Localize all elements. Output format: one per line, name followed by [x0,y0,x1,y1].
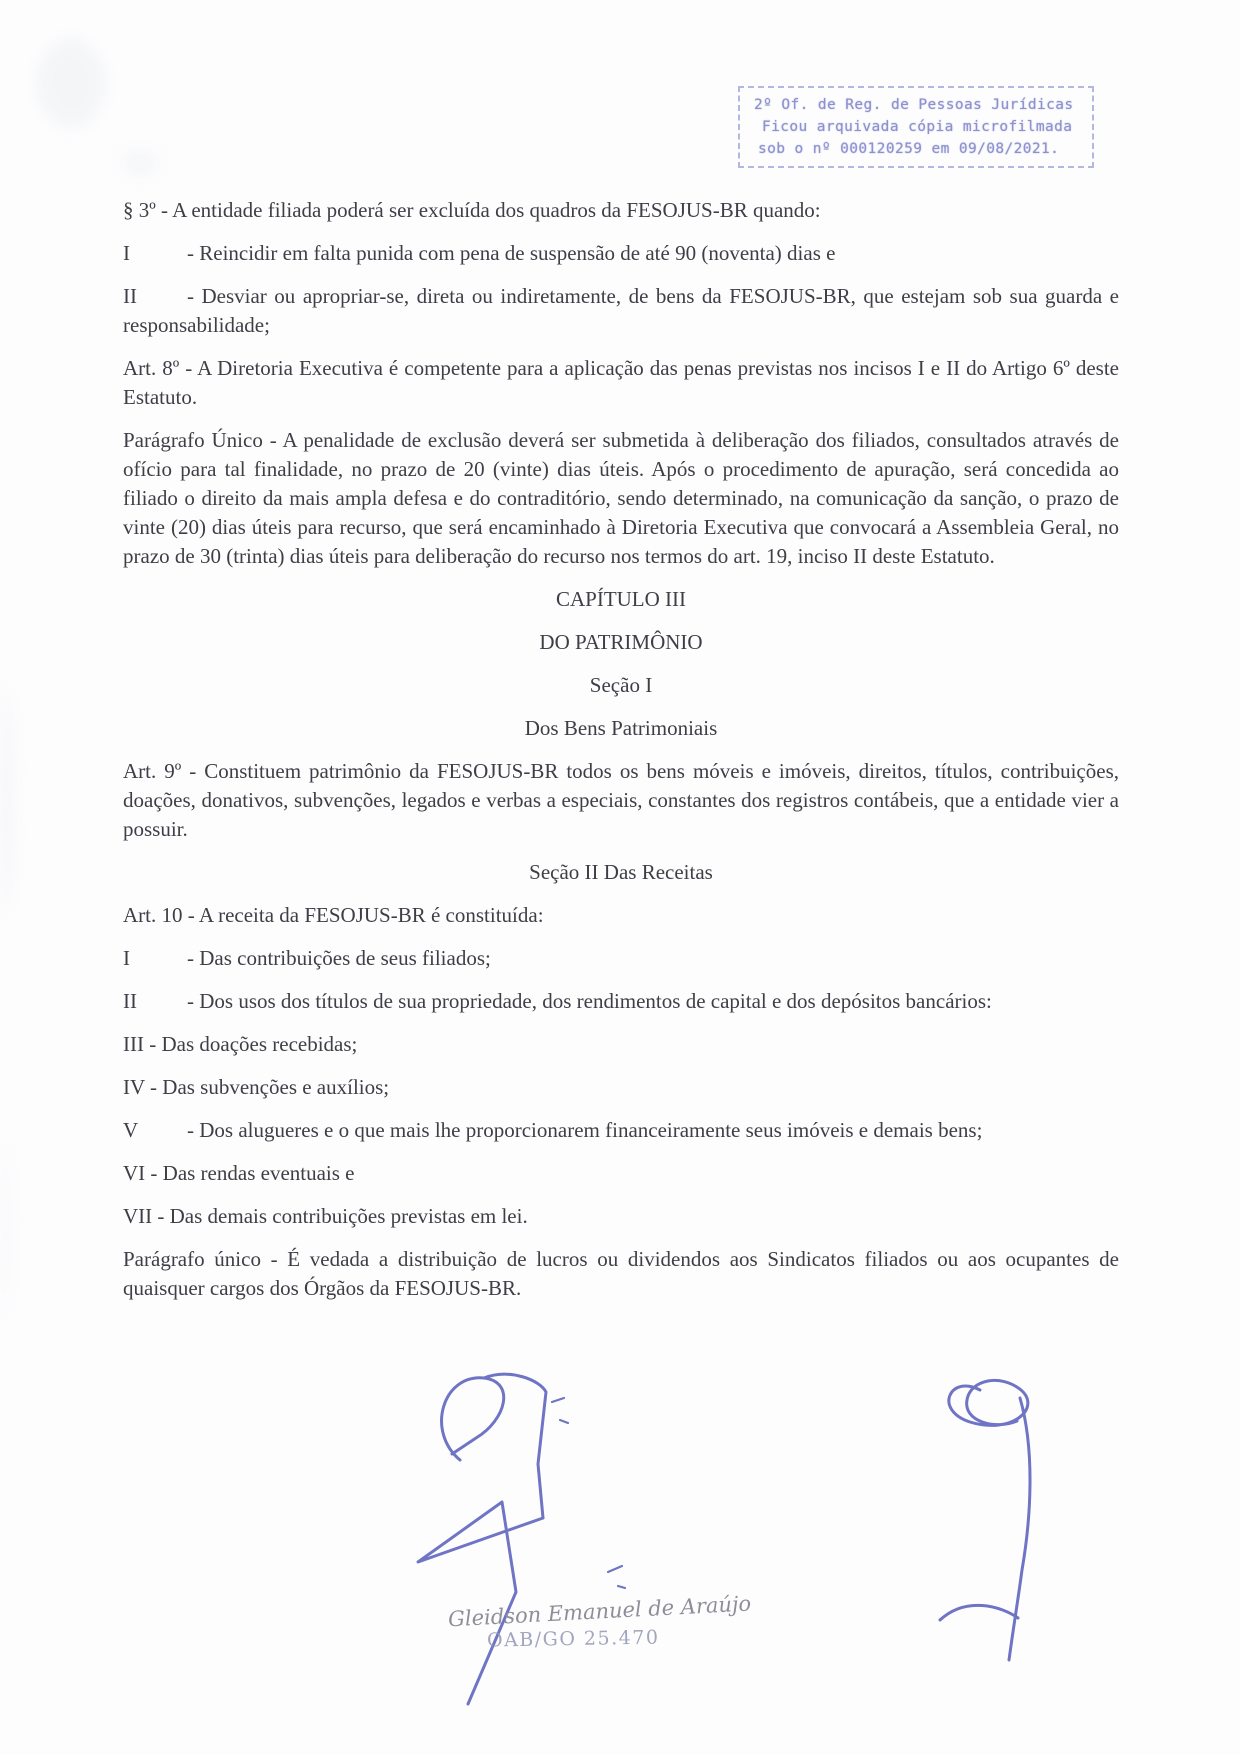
item-numeral: I [123,946,130,970]
paraph-stroke [940,1605,1018,1620]
item-text: - Dos alugueres e o que mais lhe proporcionarem financeiramente seus imóveis e demais bens; [187,1118,983,1142]
stamp-line-3: sob o nº 000120259 em 09/08/2021. [758,141,1060,157]
heading-capitulo-3: CAPÍTULO III [555,587,687,611]
signatory-name: Gleidson Emanuel de Araújo [447,1591,752,1632]
item-text: - Das contribuições de seus filiados; [187,946,491,970]
item-numeral: V [123,1118,139,1142]
signatures-layer [380,1368,1080,1728]
paraph-stroke [949,1380,1028,1425]
attorney-signature-dot [618,1586,625,1588]
item-numeral: II [123,989,137,1013]
item-text: - Desviar ou apropriar-se, direta ou indiretamente, de bens da FESOJUS-BR, que estejam sob sua guarda e responsabilidade; [123,284,1119,337]
heading-secao-1-titulo: Dos Bens Patrimoniais [524,716,718,740]
attorney-signature-dot [608,1566,622,1572]
stamp-line-1: 2º Of. de Reg. de Pessoas Jurídicas [754,97,1074,113]
attorney-signature-dot [560,1420,568,1423]
paragraph-art8: Art. 8º - A Diretoria Executiva é competente para a aplicação das penas previstas nos incisos I e II do Artigo 6º deste Estatuto. [123,356,1119,409]
heading-secao-1: Seção I [589,673,653,697]
paragraph-unico-art10: Parágrafo único - É vedada a distribuição de lucros ou dividendos aos Sindicatos filiados ou aos ocupantes de quaisquer cargos dos Órgãos da FESOJUS-BR. [123,1247,1119,1300]
list-item-receita-4: IV - Das subvenções e auxílios; [123,1075,390,1099]
document-body [123,196,1119,1317]
stamp-line-2: Ficou arquivada cópia microfilmada [762,119,1073,135]
list-item-receita-2 [123,987,1119,1016]
scan-noise-blob [120,150,160,176]
list-item-receita-1 [123,944,1119,973]
paragraph-unico-art8: Parágrafo Único - A penalidade de exclusão deverá ser submetida à deliberação dos filiados, consultados através de ofício para tal finalidade, no prazo de 20 (vinte) dias úteis. Após o procedimento de apuração, será concedida ao filiado o direito da mais ampla defesa e do contraditório, sendo determinado, na comunicação da sanção, o prazo de vinte (20) dias úteis para recurso, que será encaminhado à Diretoria Executiva que convocará a Assembleia Geral, no prazo de 30 (trinta) dias úteis para deliberação do recurso nos termos do art. 19, inciso II deste Estatuto. [123,428,1119,568]
list-item-receita-5 [123,1116,1119,1145]
item-text: - Reincidir em falta punida com pena de suspensão de até 90 (noventa) dias e [187,241,836,265]
signatory-registration: OAB/GO 25.470 [486,1626,660,1652]
scan-noise-blob [36,38,106,128]
heading-secao-2: Seção II Das Receitas [529,860,713,884]
paraph-stroke [1009,1398,1030,1660]
list-item-receita-3: III - Das doações recebidas; [123,1032,358,1056]
paragraph-art10: Art. 10 - A receita da FESOJUS-BR é constituída: [123,903,544,927]
item-numeral: I [123,241,130,265]
paragraph-sec3: § 3º - A entidade filiada poderá ser excluída dos quadros da FESOJUS-BR quando: [123,198,821,222]
attorney-signature-dot [552,1398,564,1402]
scan-noise-edge [0,690,14,910]
list-item-receita-6: VI - Das rendas eventuais e [123,1161,355,1185]
scan-noise-edge [0,1150,10,1310]
attorney-signature-stroke [442,1378,504,1460]
list-item-inciso-1 [123,239,1119,268]
heading-capitulo-3-titulo: DO PATRIMÔNIO [539,630,703,654]
list-item-inciso-2 [123,282,1119,340]
list-item-receita-7: VII - Das demais contribuições previstas em lei. [123,1204,528,1228]
paragraph-art9: Art. 9º - Constituem patrimônio da FESOJUS-BR todos os bens móveis e imóveis, direitos, títulos, contribuições, doações, donativos, subvenções, legados e verbas a especiais, constantes dos registros contábeis, que a entidade vier a possuir. [123,759,1119,841]
attorney-signature-stroke [484,1374,546,1518]
item-numeral: II [123,284,137,308]
registry-stamp [738,86,1094,168]
item-text: - Dos usos dos títulos de sua propriedade, dos rendimentos de capital e dos depósitos bancários: [187,989,992,1013]
